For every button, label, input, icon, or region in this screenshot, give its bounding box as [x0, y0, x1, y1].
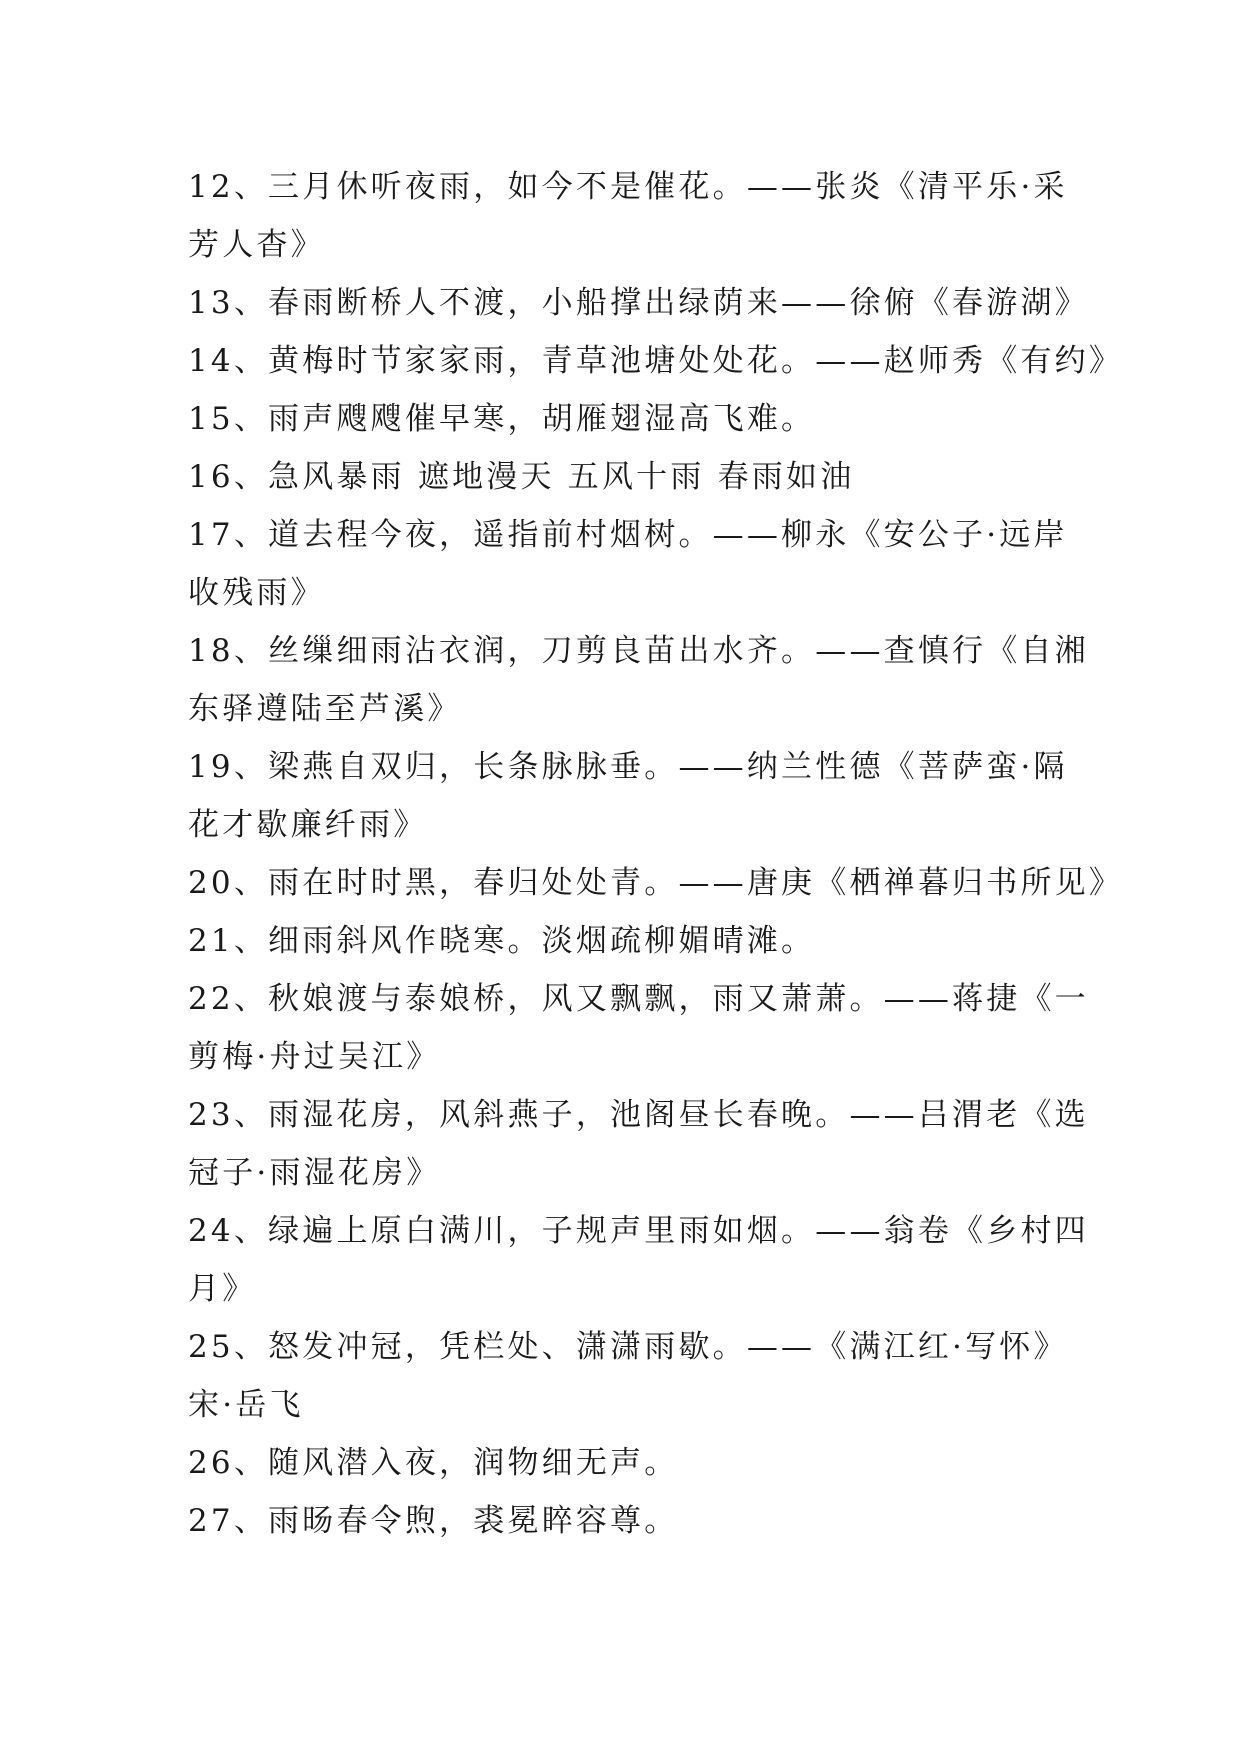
text-line-22: 宋·岳飞	[188, 1387, 304, 1423]
text-line-16: 剪梅·舟过吴江》	[188, 1039, 441, 1075]
text-line-8: 收残雨》	[188, 575, 325, 611]
text-line-9: 18、丝缫细雨沾衣润，刀剪良苗出水齐。——查慎行《自湘	[188, 633, 1089, 669]
text-line-12: 花才歇廉纤雨》	[188, 807, 428, 843]
text-line-7: 17、道去程今夜，遥指前村烟树。——柳永《安公子·远岸	[188, 517, 1068, 553]
text-line-14: 21、细雨斜风作晓寒。淡烟疏柳媚晴滩。	[188, 923, 816, 959]
text-line-18: 冠子·雨湿花房》	[188, 1155, 441, 1191]
text-line-15: 22、秋娘渡与泰娘桥，风又飘飘，雨又萧萧。——蒋捷《一	[188, 981, 1089, 1017]
text-line-20: 月》	[188, 1271, 257, 1307]
text-line-3: 13、春雨断桥人不渡，小船撑出绿荫来——徐俯《春游湖》	[188, 285, 1089, 321]
text-line-17: 23、雨湿花房，风斜燕子，池阁昼长春晚。——吕渭老《选	[188, 1097, 1089, 1133]
text-line-1: 12、三月休听夜雨，如今不是催花。——张炎《清平乐·采	[188, 169, 1068, 205]
poem-list	[188, 158, 1124, 1550]
text-line-4: 14、黄梅时节家家雨，青草池塘处处花。——赵师秀《有约》	[188, 343, 1124, 379]
text-line-11: 19、梁燕自双归，长条脉脉垂。——纳兰性德《菩萨蛮·隔	[188, 749, 1068, 785]
text-line-10: 东驿遵陆至芦溪》	[188, 691, 462, 727]
text-line-21: 25、怒发冲冠，凭栏处、潇潇雨歇。——《满江红·写怀》	[188, 1329, 1068, 1365]
text-line-5: 15、雨声飕飕催早寒，胡雁翅湿高飞难。	[188, 401, 816, 437]
text-line-24: 27、雨旸春令煦，裘冕睟容尊。	[188, 1503, 679, 1539]
text-line-23: 26、随风潜入夜，润物细无声。	[188, 1445, 679, 1481]
text-line-6: 16、急风暴雨 遮地漫天 五风十雨 春雨如油	[188, 459, 855, 495]
text-line-13: 20、雨在时时黑，春归处处青。——唐庚《栖禅暮归书所见》	[188, 865, 1124, 901]
text-line-2: 芳人杳》	[188, 227, 325, 263]
text-line-19: 24、绿遍上原白满川，子规声里雨如烟。——翁卷《乡村四	[188, 1213, 1089, 1249]
